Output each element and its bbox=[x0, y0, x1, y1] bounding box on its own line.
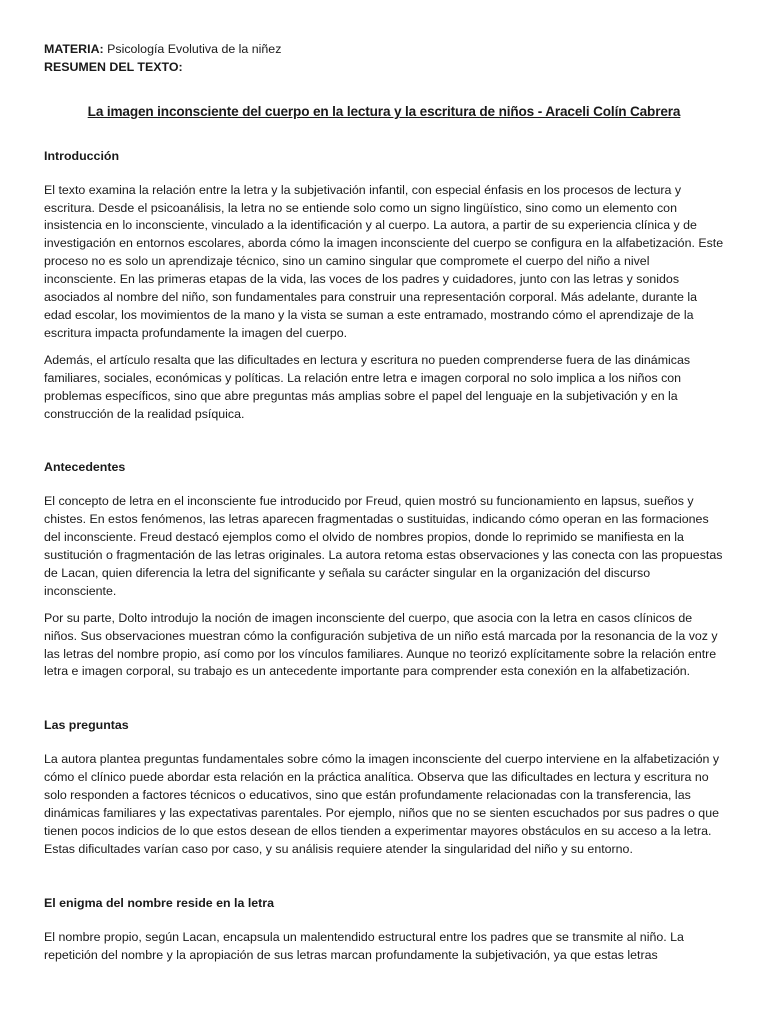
document-page bbox=[44, 41, 724, 973]
paragraph: El concepto de letra en el inconsciente fue introducido por Freud, quien mostró su funcionamiento en lapsus, sueños y chistes. En estos fenómenos, las letras aparecen fragmentadas o sustituidas, indicando cómo operan en las formaciones del inconsciente. Freud destacó ejemplos como el olvido de nombres propios, donde lo reprimido se manifiesta en la sustitución o fragmentación de las letras originales. La autora retoma estas observaciones y las conecta con las propuestas de Lacan, quien diferencia la letra del significante y señala su carácter singular en la organización del discurso inconsciente. bbox=[44, 494, 723, 598]
section-heading: El enigma del nombre reside en la letra bbox=[44, 895, 274, 910]
section-antecedentes bbox=[44, 459, 724, 681]
section-introduccion bbox=[44, 148, 724, 424]
document-title: La imagen inconsciente del cuerpo en la lectura y la escritura de niños - Araceli Colín Cabrera bbox=[87, 103, 681, 119]
section-heading: Las preguntas bbox=[44, 718, 129, 733]
subject-value: Psicología Evolutiva de la niñez bbox=[107, 42, 282, 56]
subject-line: MATERIA: Psicología Evolutiva de la niñez bbox=[44, 42, 282, 56]
paragraph: El nombre propio, según Lacan, encapsula un malentendido estructural entre los padres que se transmite al niño. La repetición del nombre y la apropiación de sus letras marcan profundamente la subjetivación, ya que estas letras bbox=[44, 929, 684, 962]
summary-label: RESUMEN DEL TEXTO: bbox=[44, 59, 183, 74]
section-heading: Introducción bbox=[44, 148, 120, 163]
paragraph: La autora plantea preguntas fundamentales sobre cómo la imagen inconsciente del cuerpo interviene en la alfabetización y cómo el clínico puede abordar esta relación en la práctica analítica. Observa que las dificultades en lectura y escritura no solo responden a factores técnicos o educativos, sino que están profundamente relacionadas con la transferencia, las dinámicas familiares y las expectativas parentales. Por ejemplo, niños que no se sienten escuchados por sus padres o que tienen pocos indicios de lo que estos desean de ellos tienden a experimentar mayores obstáculos en su acceso a la letra. Estas dificultades varían caso por caso, y su análisis requiere atender la singularidad del niño y su entorno. bbox=[44, 752, 720, 856]
section-las-preguntas bbox=[44, 717, 724, 858]
section-heading: Antecedentes bbox=[44, 460, 126, 475]
subject-label: MATERIA bbox=[44, 42, 100, 56]
paragraph: El texto examina la relación entre la letra y la subjetivación infantil, con especial énfasis en los procesos de lectura y escritura. Desde el psicoanálisis, la letra no se entiende solo como un signo lingüístico, sino como un elemento con insistencia en lo inconsciente, vinculado a la identificación y al cuerpo. La autora, a partir de su experiencia clínica y de investigación en entornos escolares, aborda cómo la imagen inconsciente del cuerpo se configura en la alfabetización. Este proceso no es solo un aprendizaje técnico, sino un camino singular que compromete el cuerpo del niño a nivel inconsciente. En las primeras etapas de la vida, las voces de los padres y cuidadores, junto con las letras y sonidos asociados al nombre del niño, son fundamentales para construir una representación corporal. Más adelante, durante la edad escolar, los movimientos de la mano y la vista se suman a este entramado, mostrando cómo el aprendizaje de la escritura impacta profundamente la imagen del cuerpo. bbox=[44, 182, 724, 340]
summary-label-line bbox=[44, 59, 724, 77]
paragraph: Además, el artículo resalta que las dificultades en lectura y escritura no pueden comprenderse fuera de las dinámicas familiares, sociales, económicas y políticas. La relación entre letra e imagen corporal no solo implica a los niños con problemas específicos, sino que abre preguntas más amplias sobre el papel del lenguaje en la subjetivación y en la construcción de la realidad psíquica. bbox=[44, 352, 691, 421]
paragraph: Por su parte, Dolto introdujo la noción de imagen inconsciente del cuerpo, que asocia con la letra en casos clínicos de niños. Sus observaciones muestran cómo la configuración subjetiva de un niño está marcada por la resonancia de la voz y las letras del nombre propio, así como por los vínculos familiares. Aunque no teorizó explícitamente sobre la relación entre letra e imagen corporal, su trabajo es un antecedente importante para comprender esta conexión en la alfabetización. bbox=[44, 610, 718, 679]
section-enigma-del-nombre bbox=[44, 895, 724, 965]
